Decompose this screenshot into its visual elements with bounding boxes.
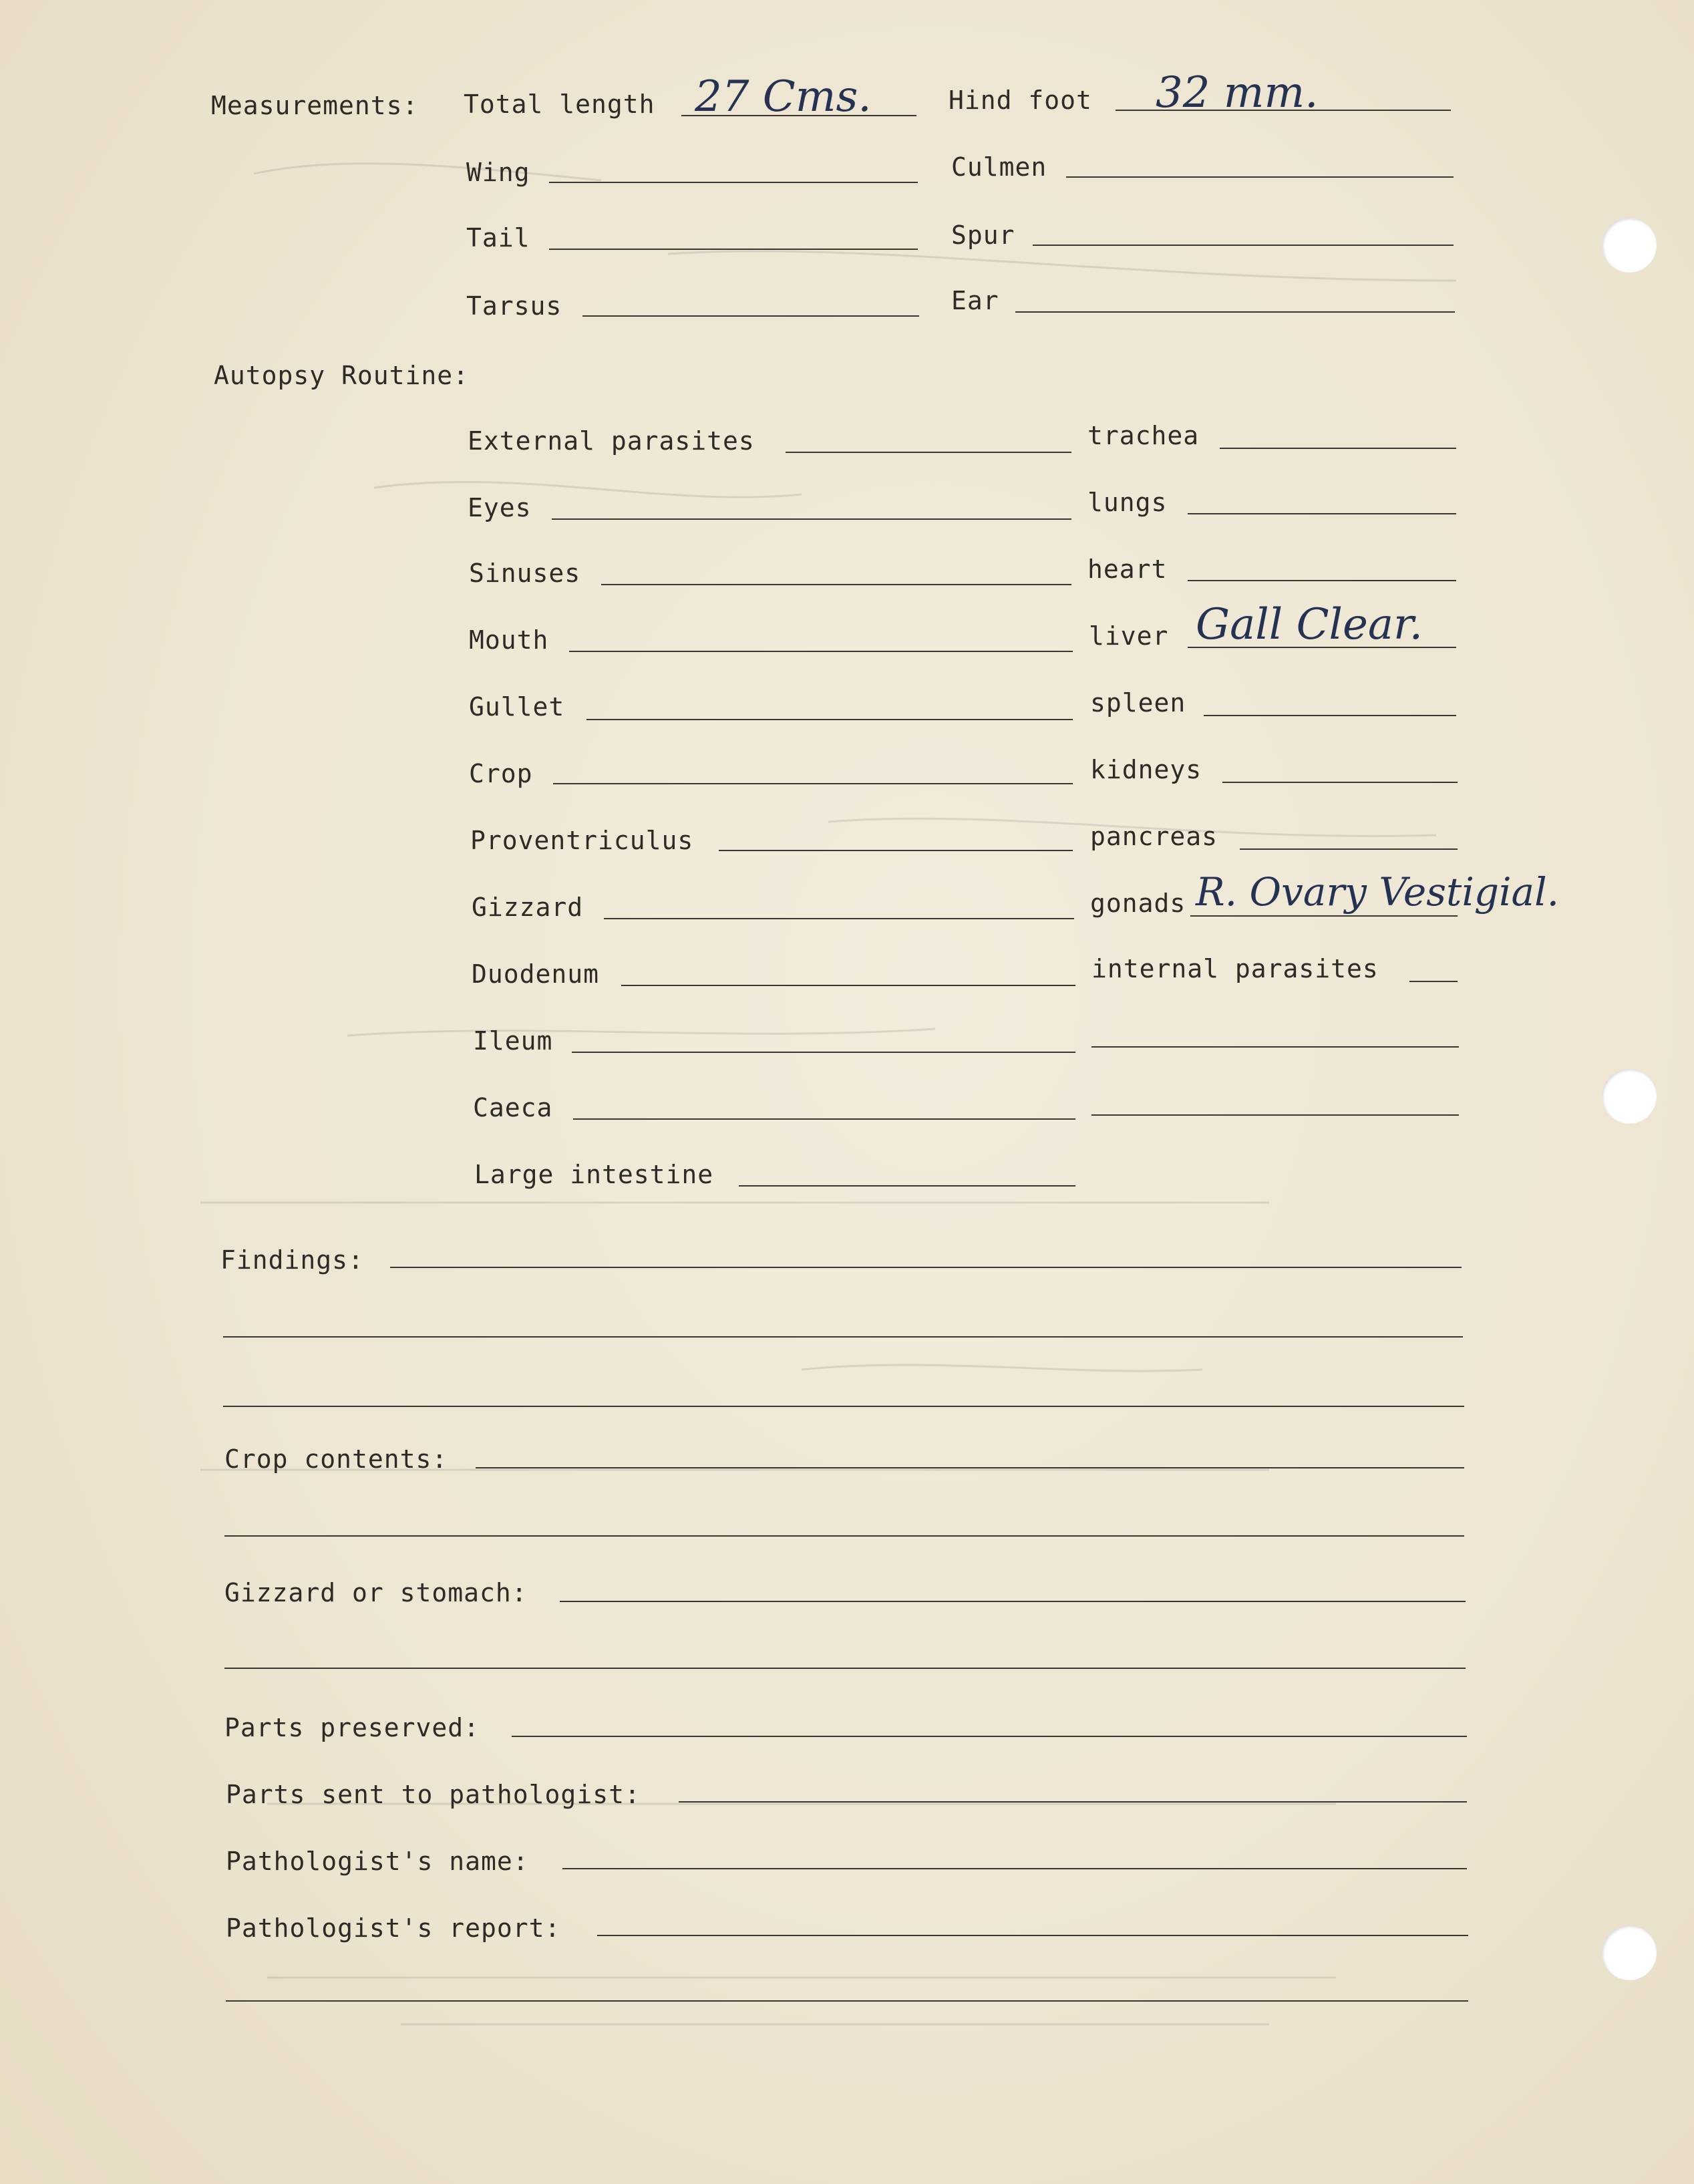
caeca-right-field[interactable]: [1091, 1114, 1459, 1116]
gizzard-field[interactable]: [604, 918, 1074, 919]
trachea-label: trachea: [1087, 421, 1200, 450]
gizzard-label: Gizzard: [472, 893, 584, 922]
hind-foot-value: 32 mm.: [1156, 68, 1319, 118]
gonads-value: R. Ovary Vestigial.: [1196, 869, 1560, 915]
crop-contents-label: Crop contents:: [224, 1444, 448, 1474]
gizzard-stomach-field-1[interactable]: [560, 1601, 1466, 1602]
tail-label: Tail: [466, 223, 530, 253]
external-parasites-label: External parasites: [468, 426, 755, 456]
sinuses-label: Sinuses: [469, 559, 581, 588]
crop-contents-field-2[interactable]: [224, 1535, 1464, 1537]
punch-hole-middle: [1602, 1069, 1657, 1124]
internal-parasites-field[interactable]: [1409, 981, 1458, 982]
punch-hole-top: [1602, 218, 1657, 273]
gullet-field[interactable]: [586, 719, 1073, 720]
pathologist-report-label: Pathologist's report:: [226, 1913, 561, 1943]
external-parasites-field[interactable]: [786, 452, 1071, 453]
tarsus-field[interactable]: [582, 315, 919, 317]
punch-hole-bottom: [1602, 1925, 1657, 1980]
findings-field-1[interactable]: [390, 1267, 1462, 1268]
culmen-label: Culmen: [951, 152, 1047, 182]
measurements-heading: Measurements:: [211, 91, 419, 120]
ear-field[interactable]: [1015, 311, 1455, 313]
total-length-label: Total length: [464, 90, 655, 119]
kidneys-label: kidneys: [1090, 755, 1202, 784]
large-intestine-field[interactable]: [739, 1185, 1075, 1187]
hind-foot-label: Hind foot: [949, 86, 1092, 115]
gullet-label: Gullet: [469, 692, 565, 722]
parts-sent-label: Parts sent to pathologist:: [226, 1780, 641, 1809]
findings-field-2[interactable]: [223, 1336, 1463, 1338]
parts-preserved-label: Parts preserved:: [224, 1713, 480, 1742]
liver-value: Gall Clear.: [1196, 600, 1423, 649]
parts-sent-field[interactable]: [679, 1801, 1467, 1803]
pathologist-name-field[interactable]: [562, 1868, 1467, 1869]
sinuses-field[interactable]: [601, 584, 1071, 585]
lungs-label: lungs: [1087, 488, 1168, 517]
duodenum-field[interactable]: [621, 985, 1075, 986]
parts-preserved-field[interactable]: [512, 1736, 1467, 1737]
kidneys-field[interactable]: [1222, 782, 1458, 783]
total-length-value: 27 Cms.: [695, 72, 872, 122]
spleen-field[interactable]: [1204, 715, 1456, 716]
pathologist-report-field-1[interactable]: [597, 1935, 1468, 1936]
duodenum-label: Duodenum: [472, 959, 600, 989]
tarsus-label: Tarsus: [466, 291, 562, 321]
pancreas-field[interactable]: [1240, 848, 1458, 850]
large-intestine-label: Large intestine: [474, 1160, 714, 1189]
pathologist-name-label: Pathologist's name:: [226, 1847, 529, 1876]
gizzard-stomach-field-2[interactable]: [224, 1668, 1466, 1669]
gonads-field[interactable]: [1190, 915, 1458, 917]
mouth-label: Mouth: [469, 625, 549, 655]
spleen-label: spleen: [1090, 688, 1186, 718]
heart-field[interactable]: [1188, 580, 1456, 581]
autopsy-heading: Autopsy Routine:: [214, 361, 470, 390]
caeca-label: Caeca: [473, 1093, 553, 1122]
eyes-label: Eyes: [468, 493, 532, 522]
crop-label: Crop: [469, 759, 533, 788]
gizzard-stomach-label: Gizzard or stomach:: [224, 1578, 528, 1607]
ear-label: Ear: [951, 286, 999, 315]
crop-field[interactable]: [553, 783, 1073, 784]
findings-field-3[interactable]: [223, 1406, 1464, 1407]
mouth-field[interactable]: [569, 651, 1073, 652]
wing-label: Wing: [466, 158, 530, 187]
pathologist-report-field-2[interactable]: [226, 2000, 1468, 2002]
findings-label: Findings:: [220, 1245, 364, 1275]
proventriculus-field[interactable]: [719, 850, 1073, 851]
liver-label: liver: [1089, 621, 1169, 651]
spur-label: Spur: [951, 220, 1015, 250]
trachea-field[interactable]: [1220, 448, 1456, 449]
spur-field[interactable]: [1033, 245, 1454, 246]
ileum-label: Ileum: [473, 1026, 553, 1056]
lungs-field[interactable]: [1188, 513, 1456, 514]
ileum-field[interactable]: [572, 1052, 1075, 1053]
tail-field[interactable]: [549, 249, 918, 250]
wing-field[interactable]: [549, 182, 918, 183]
caeca-field[interactable]: [573, 1118, 1075, 1120]
gonads-label: gonads: [1090, 889, 1186, 918]
pancreas-label: pancreas: [1090, 822, 1218, 851]
proventriculus-label: Proventriculus: [470, 826, 694, 855]
eyes-field[interactable]: [552, 518, 1071, 520]
culmen-field[interactable]: [1066, 176, 1454, 178]
crop-contents-field-1[interactable]: [476, 1467, 1464, 1468]
ileum-right-field[interactable]: [1091, 1046, 1459, 1048]
heart-label: heart: [1087, 555, 1168, 584]
internal-parasites-label: internal parasites: [1091, 954, 1379, 983]
